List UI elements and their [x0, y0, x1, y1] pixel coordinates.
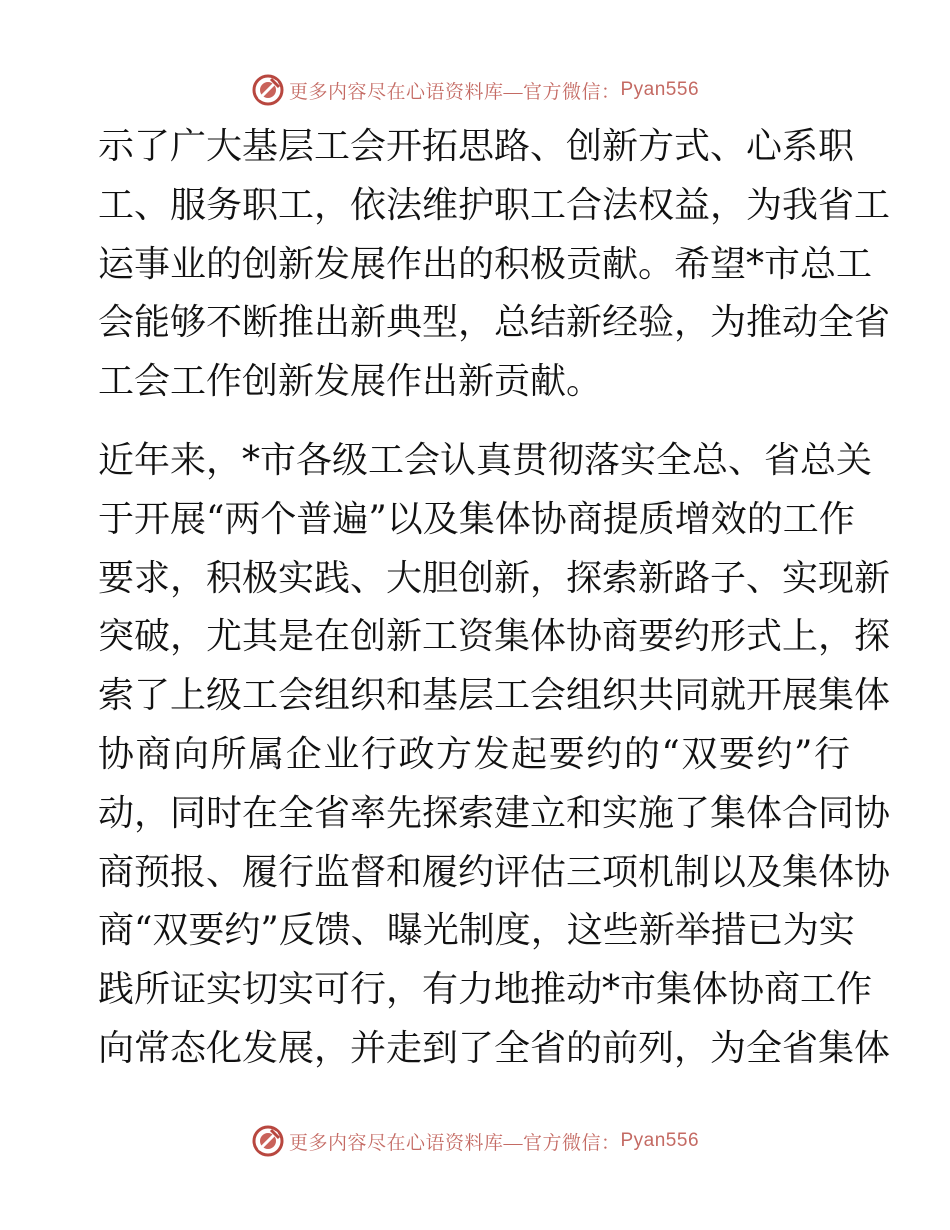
text-line: 商“双要约”反馈、曝光制度，这些新举措已为实 [98, 910, 855, 952]
header-watermark [0, 70, 950, 110]
text-line: 工、服务职工，依法维护职工合法权益，为我省工 [98, 184, 891, 226]
paragraph-gap [98, 412, 850, 432]
paragraph [98, 118, 891, 412]
text-line: 商预报、履行监督和履约评估三项机制以及集体协 [98, 851, 891, 893]
text-line: 运事业的创新发展作出的积极贡献。希望*市总工 [98, 243, 873, 285]
paragraph [98, 432, 891, 1079]
document-body [98, 118, 891, 1079]
text-line: 近年来，*市各级工会认真贯彻落实全总、省总关 [98, 439, 873, 481]
text-line: 索了上级工会组织和基层工会组织共同就开展集体 [98, 675, 891, 717]
text-line: 会能够不断推出新典型，总结新经验，为推动全省 [98, 302, 891, 344]
text-line: 突破，尤其是在创新工资集体协商要约形式上，探 [98, 616, 891, 658]
text-line: 践所证实切实可行，有力地推动*市集体协商工作 [98, 969, 873, 1011]
text-line: 动，同时在全省率先探索建立和实施了集体合同协 [98, 792, 891, 834]
text-line: 向常态化发展，并走到了全省的前列，为全省集体 [98, 1027, 891, 1069]
footer-watermark [0, 1121, 950, 1161]
red-seal-logo-icon [251, 73, 285, 107]
footer-text: 更多内容尽在心语资料库—官方微信： [288, 1132, 621, 1154]
text-line: 工会工作创新发展作出新贡献。 [98, 361, 603, 403]
header-wechat-id: Pyan556 [620, 79, 700, 100]
text-line: 于开展“两个普遍”以及集体协商提质增效的工作 [98, 498, 855, 540]
text-line: 要求，积极实践、大胆创新，探索新路子、实现新 [98, 557, 891, 599]
footer-wechat-id: Pyan556 [620, 1130, 700, 1151]
text-line: 示了广大基层工会开拓思路、创新方式、心系职 [98, 126, 855, 167]
header-text: 更多内容尽在心语资料库—官方微信： [288, 81, 621, 103]
red-seal-logo-icon [251, 1124, 285, 1158]
text-line: 协商向所属企业行政方发起要约的“双要约”行 [98, 733, 850, 775]
